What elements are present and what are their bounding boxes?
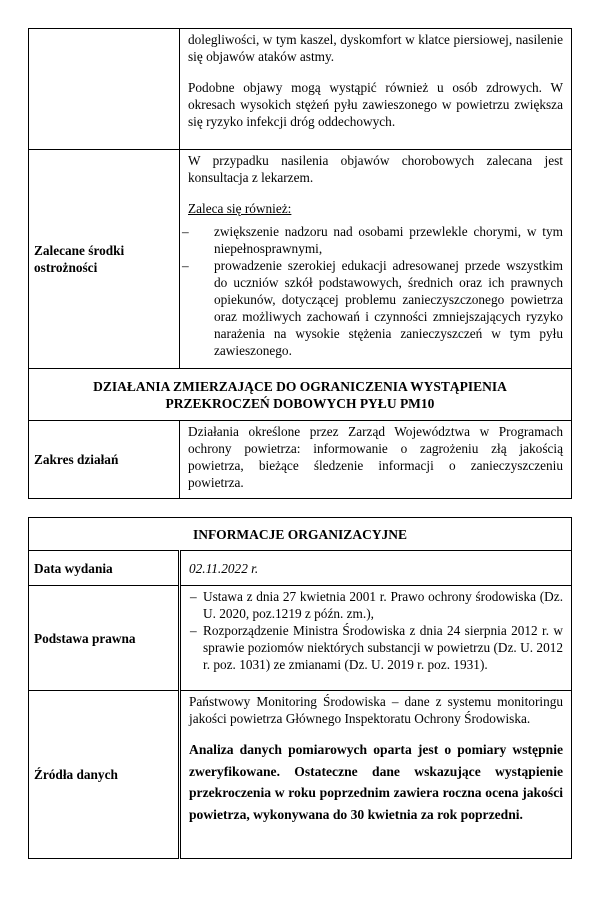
- scope-text: Działania określone przez Zarząd Województwa w Programach ochrony powietrza: informowanie o zagrożeniu złą jakością powietrza, bieżące śledzenie informacji o zanieczyszczeniu powietrza.: [188, 424, 563, 490]
- precautions-cell: [180, 150, 572, 369]
- data-sources-label: Źródła danych: [29, 691, 180, 859]
- issue-date-row: [29, 551, 572, 586]
- organizational-info-table: [28, 517, 572, 859]
- legal-basis-item: – Ustawa z dnia 27 kwietnia 2001 r. Prawo ochrony środowiska (Dz. U. 2020, poz.1219 z późn. zm.),: [189, 588, 563, 622]
- symptoms-row: [29, 29, 572, 150]
- legal-basis-row: [29, 586, 572, 691]
- section-heading-line-2: PRZEKROCZEŃ DOBOWYCH PYŁU PM10: [165, 395, 435, 411]
- precautions-intro: W przypadku nasilenia objawów chorobowych zalecana jest konsultacja z lekarzem.: [188, 153, 563, 185]
- legal-basis-label: Podstawa prawna: [29, 586, 180, 691]
- recommendation-item: – prowadzenie szerokiej edukacji adresowanej przede wszystkim do uczniów szkół podstawowych, średnich oraz ich prawnych opiekunów, dotyczącej problemu zanieczyszczonego powietrza oraz możliwych zachowań i czynności zmniejszających ryzyko narażenia na wysokie stężenia zanieczyszczeń w tym pyłu zawieszonego.: [188, 257, 563, 359]
- section-heading: [29, 369, 572, 421]
- data-sources-row: [29, 691, 572, 859]
- org-heading-row: [29, 518, 572, 551]
- data-sources-text: Państwowy Monitoring Środowiska – dane z systemu monitoringu jakości powietrza Głównego Inspektoratu Ochrony Środowiska.: [189, 694, 564, 726]
- recommendation-item: – zwiększenie nadzoru nad osobami przewlekle chorymi, w tym niepełnosprawnymi,: [188, 223, 563, 257]
- issue-date-label: Data wydania: [29, 551, 180, 586]
- health-info-table: [28, 28, 572, 499]
- empty-label-cell: [29, 29, 180, 150]
- legal-basis-item: – Rozporządzenie Ministra Środowiska z dnia 24 sierpnia 2012 r. w sprawie poziomów niektórych substancji w powietrzu (Dz. U. 2012 r. poz. 1031) ze zmianami (Dz. U. 2019 r. poz. 1931).: [189, 622, 563, 673]
- precautions-row: [29, 150, 572, 369]
- section-heading-row: [29, 369, 572, 421]
- data-sources-cell: [180, 691, 572, 859]
- legal-basis-cell: [180, 586, 572, 691]
- recommendations-list: [188, 223, 563, 359]
- also-recommended-heading: Zaleca się również:: [188, 201, 292, 216]
- scope-cell: [180, 421, 572, 499]
- symptoms-cell: [180, 29, 572, 150]
- scope-row: [29, 421, 572, 499]
- symptoms-paragraph-2: Podobne objawy mogą wystąpić również u osób zdrowych. W okresach wysokich stężeń pyłu zawieszonego w powietrzu zwiększa się ryzyko infekcji dróg oddechowych.: [188, 80, 563, 129]
- section-heading-line-1: DZIAŁANIA ZMIERZAJĄCE DO OGRANICZENIA WYSTĄPIENIA: [93, 378, 507, 394]
- org-heading: INFORMACJE ORGANIZACYJNE: [29, 518, 572, 551]
- scope-label: Zakres działań: [29, 421, 180, 499]
- legal-basis-list: [189, 588, 563, 673]
- symptoms-paragraph-1: dolegliwości, w tym kaszel, dyskomfort w klatce piersiowej, nasilenie się objawów ataków astmy.: [188, 32, 563, 64]
- data-sources-bold-text: Analiza danych pomiarowych oparta jest o pomiary wstępnie zweryfikowane. Ostateczne dane wskazujące wystąpienie przekroczenia w roku poprzednim zawiera roczna ocena jakości powietrza, wykonywana do 30 kwietnia za rok poprzedni.: [189, 742, 564, 822]
- precautions-label: Zalecane środki ostrożności: [29, 150, 180, 369]
- issue-date-value: 02.11.2022 r.: [180, 551, 572, 586]
